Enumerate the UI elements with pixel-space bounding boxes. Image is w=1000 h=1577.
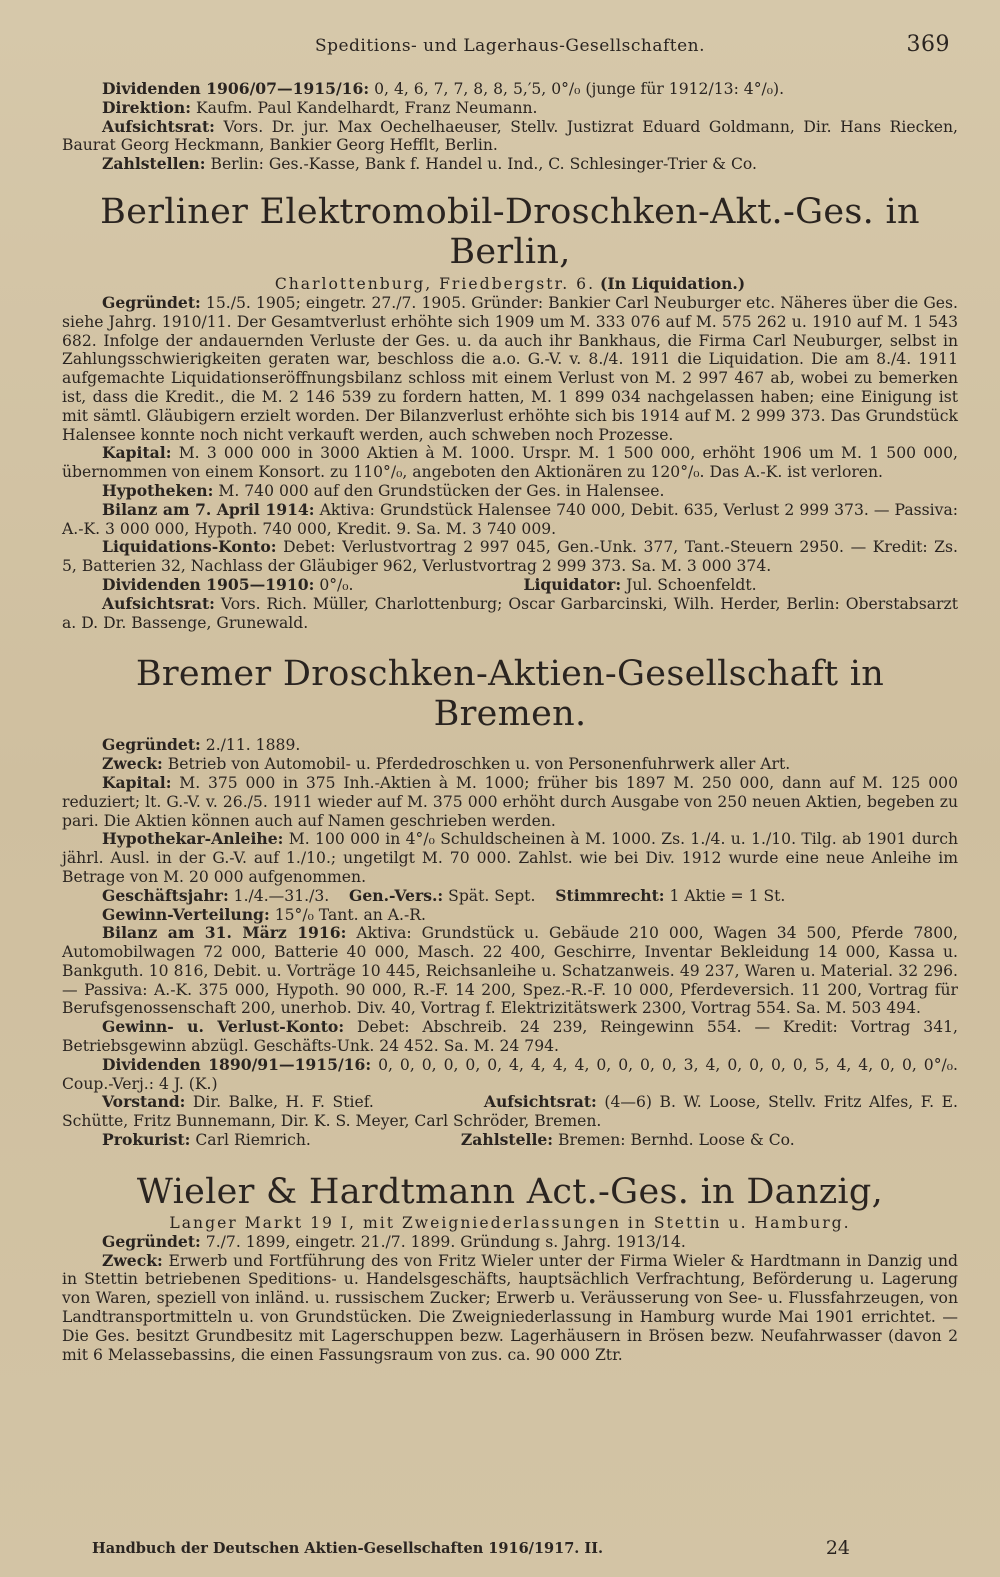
- entry-berliner: [62, 192, 958, 632]
- zahlstelle-label: Zahlstelle:: [460, 1130, 554, 1150]
- bilanz-label: Bilanz am 7. April 1914:: [102, 499, 315, 519]
- dividends-text: 0, 4, 6, 7, 7, 8, 8, 5,′5, 0°/₀ (junge für 1912/13: 4°/₀).: [374, 80, 785, 98]
- guv-text: Debet: Abschreib. 24 239, Reingewinn 554. — Kredit: Vortrag 341, Betriebsgewinn abzügl. Geschäfts-Unk. 24 452. Sa. M. 24 794.: [62, 1018, 958, 1056]
- geschaeftsjahr-label: Geschäftsjahr:: [102, 885, 229, 905]
- prokurist-label: Prokurist:: [102, 1130, 191, 1150]
- guv-label: Gewinn- u. Verlust-Konto:: [102, 1017, 345, 1037]
- address-text: Charlottenburg, Friedbergstr. 6.: [274, 274, 596, 293]
- page-footer: [92, 1537, 850, 1559]
- aufsichtsrat-label: Aufsichtsrat:: [102, 593, 215, 613]
- gegruendet-label: Gegründet:: [102, 735, 201, 755]
- page-number: 369: [906, 32, 950, 57]
- stimmrecht-text: 1 Aktie = 1 St.: [669, 886, 786, 905]
- prokurist-text: Carl Riemrich.: [195, 1131, 311, 1150]
- aufsichtsrat-text: (4—6) B. W. Loose, Stellv. Fritz Alfes, F. E. Schütte, Fritz Bunnemann, Dir. K. S. Meyer, Carl Schröder, Bremen.: [62, 1093, 958, 1131]
- anleihe-label: Hypothekar-Anleihe:: [102, 829, 284, 849]
- dividenden-text: 0°/₀.: [319, 575, 354, 594]
- sheet-number: 24: [825, 1537, 850, 1559]
- dividenden-text: 0, 0, 0, 0, 0, 0, 4, 4, 4, 4, 0, 0, 0, 0, 3, 4, 0, 0, 0, 0, 5, 4, 4, 0, 0, 0°/₀. Coup.-Verj.: 4 J. (K.): [62, 1055, 958, 1093]
- kapital-label: Kapital:: [102, 443, 172, 463]
- hypotheken-text: M. 740 000 auf den Grundstücken der Ges. in Halensee.: [218, 481, 665, 500]
- company-name-berliner: Berliner Elektromobil-Droschken-Akt.-Ges. in Berlin,: [100, 191, 920, 272]
- kapital-label: Kapital:: [102, 772, 172, 792]
- dividends-label: Dividenden 1906/07—1915/16:: [102, 79, 370, 98]
- aufsichtsrat-text: Vors. Rich. Müller, Charlottenburg; Oscar Garbarcinski, Wilh. Herder, Berlin: Oberstabsarzt a. D. Dr. Bassenge, Grunewald.: [62, 594, 958, 632]
- stimmrecht-label: Stimmrecht:: [555, 885, 665, 905]
- gegruendet-text: 2./11. 1889.: [205, 736, 301, 755]
- gegruendet-text: 7./7. 1899, eingetr. 21./7. 1899. Gründung s. Jahrg. 1913/14.: [205, 1232, 686, 1251]
- company-address-wieler: [62, 1214, 958, 1233]
- liquidator-label: Liquidator:: [523, 574, 622, 594]
- hypotheken-label: Hypotheken:: [102, 480, 214, 500]
- bilanz-text: Aktiva: Grundstück u. Gebäude 210 000, Wagen 34 500, Pferde 7800, Automobilwagen 72 000, Batterie 40 000, Masch. 22 400, Geschirre, Inventar Bekleidung 14 000, Kassa u. Bankguth. 10 816, Debit. u. Vorträge 10 445, Reichsanleihe u. Schatzanweis. 49 237, Waren u. Material. 32 296. — Passiva: A.-K. 375 000, Hypoth. 90 000, R.-F. 14 200, Spez.-R.-F. 10 000, Pferdeversich. 11 200, Vortrag für Berufsgenossenschaft 200, unerhob. Div. 40, Vortrag f. Elektrizitätswerk 2300, Vortrag 554. Sa. M. 503 494.: [62, 924, 958, 1018]
- dividenden-label: Dividenden 1905—1910:: [102, 574, 315, 594]
- gegruendet-text: 15./5. 1905; eingetr. 27./7. 1905. Gründer: Bankier Carl Neuburger etc. Näheres über die Ges. siehe Jahrg. 1910/11. Der Gesamtverlust erhöhte sich 1909 um M. 333 076 auf M. 575 262 u. 1910 auf M. 1 543 682. Infolge der andauernden Verluste der Ges. u. da auch ihr Bankhaus, die Firma Carl Neuburger, selbst in Zahlungsschwierigkeiten geraten war, beschloss die a.o. G.-V. v. 8./4. 1911 die Liquidation. Die am 8./4. 1911 aufgemachte Liquidationseröffnungsbilanz schloss mit einem Verlust von M. 2 997 467 ab, wobei zu bemerken ist, dass die Kredit., die M. 2 146 539 zu fordern hatten, M. 1 899 034 nachgelassen haben; eine Einigung ist mit sämtl. Gläubigern erzielt worden. Der Bilanzverlust erhöhte sich bis 1914 auf M. 2 999 373. Das Grundstück Halensee konnte noch nicht verkauft werden, auch schweben noch Prozesse.: [62, 293, 958, 444]
- kapital-text: M. 3 000 000 in 3000 Aktien à M. 1000. Urspr. M. 1 500 000, erhöht 1906 um M. 1 500 000, übernommen von einem Konsort. zu 110°/₀, angeboten den Aktionären zu 120°/₀. Das A.-K. ist verloren.: [62, 444, 958, 482]
- gewinn-verteilung-label: Gewinn-Verteilung:: [102, 904, 270, 924]
- direktion-label: Direktion:: [102, 97, 192, 117]
- zweck-label: Zweck:: [102, 754, 163, 774]
- entry-wieler: [62, 1172, 958, 1365]
- gegruendet-label: Gegründet:: [102, 292, 201, 312]
- vorstand-label: Vorstand:: [102, 1092, 186, 1112]
- direktion-text: Kaufm. Paul Kandelhardt, Franz Neumann.: [195, 98, 538, 117]
- gen-vers-text: Spät. Sept.: [448, 886, 536, 905]
- company-name-bremer: Bremer Droschken-Aktien-Gesellschaft in Bremen.: [135, 654, 885, 735]
- liquidator-text: Jul. Schoenfeldt.: [626, 575, 757, 594]
- geschaeftsjahr-text: 1./4.—31./3.: [233, 886, 330, 905]
- section-title: Speditions- und Lagerhaus-Gesellschaften.: [314, 36, 706, 56]
- aufsichtsrat-label: Aufsichtsrat:: [483, 1092, 597, 1112]
- kapital-text: M. 375 000 in 375 Inh.-Aktien à M. 1000; früher bis 1897 M. 250 000, dann auf M. 125 000 reduziert; lt. G.-V. v. 26./5. 1911 wieder auf M. 375 000 erhöht durch Ausgabe von 250 neuen Aktien, begeben zu pari. Die Aktien können auch auf Namen geschrieben werden.: [62, 773, 958, 830]
- liquidation-status: (In Liquidation.): [600, 273, 746, 293]
- entry-bremer: [62, 654, 958, 1150]
- company-name-wieler: Wieler & Hardtmann Act.-Ges. in Danzig,: [136, 1171, 884, 1212]
- aufsichtsrat-text: Vors. Dr. jur. Max Oechelhaeuser, Stellv. Justizrat Eduard Goldmann, Dir. Hans Riecken, Baurat Georg Heckmann, Bankier Georg Hefflt, Berlin.: [62, 117, 958, 155]
- gen-vers-label: Gen.-Vers.:: [349, 885, 444, 905]
- address-text: Langer Markt 19 I, mit Zweigniederlassungen in Stettin u. Hamburg.: [169, 1213, 851, 1232]
- book-title: Handbuch der Deutschen Aktien-Gesellschaften 1916/1917. II.: [92, 1540, 604, 1557]
- zweck-text: Betrieb von Automobil- u. Pferdedroschken u. von Personenfuhrwerk aller Art.: [167, 755, 791, 774]
- running-head: [62, 32, 958, 62]
- zahlstellen-label: Zahlstellen:: [102, 154, 206, 174]
- vorstand-text: Dir. Balke, H. F. Stief.: [192, 1093, 374, 1112]
- zweck-text: Erwerb und Fortführung des von Fritz Wieler unter der Firma Wieler & Hardtmann in Danzig und in Stettin betriebenen Speditions- u. Handelsgeschäfts, hauptsächlich Verfrachtung, Beförderung u. Lagerung von Waren, speziell von inländ. u. russischem Zucker; Erwerb u. Veräusserung von See- u. Flussfahrzeugen, von Landtransportmitteln u. von Grundstücken. Die Zweigniederlassung in Hamburg wurde Mai 1901 errichtet. — Die Ges. besitzt Grundbesitz mit Lagerschuppen bezw. Lagerhäusern in Brösen bezw. Neufahrwasser (davon 2 mit 6 Melassebassins, die einen Fassungsraum von zus. ca. 90 000 Ztr.: [62, 1251, 958, 1364]
- aufsichtsrat-label: Aufsichtsrat:: [102, 116, 215, 136]
- dividenden-label: Dividenden 1890/91—1915/16:: [102, 1054, 372, 1074]
- gewinn-verteilung-text: 15°/₀ Tant. an A.-R.: [274, 905, 426, 924]
- zahlstellen-text: Berlin: Ges.-Kasse, Bank f. Handel u. Ind., C. Schlesinger-Trier & Co.: [210, 155, 757, 174]
- liquidations-konto-text: Debet: Verlustvortrag 2 997 045, Gen.-Unk. 377, Tant.-Steuern 2950. — Kredit: Zs. 5, Batterien 32, Nachlass der Gläubiger 962, Verlustvortrag 2 999 373. Sa. M. 3 000 374.: [62, 538, 958, 576]
- previous-entry: [62, 80, 958, 174]
- bilanz-text: Aktiva: Grundstück Halensee 740 000, Debit. 635, Verlust 2 999 373. — Passiva: A.-K. 3 000 000, Hypoth. 740 000, Kredit. 9. Sa. M. 3 740 009.: [62, 500, 958, 538]
- company-address-berliner: [62, 274, 958, 294]
- bilanz-label: Bilanz am 31. März 1916:: [102, 923, 347, 943]
- gegruendet-label: Gegründet:: [102, 1231, 201, 1251]
- liquidations-konto-label: Liquidations-Konto:: [102, 537, 277, 557]
- anleihe-text: M. 100 000 in 4°/₀ Schuldscheinen à M. 1000. Zs. 1./4. u. 1./10. Tilg. ab 1901 durch jährl. Ausl. in der G.-V. auf 1./10.; ungetilgt M. 70 000. Zahlst. wie bei Div. 1912 wurde eine neue Anleihe im Betrage von M. 20 000 aufgenommen.: [62, 830, 958, 886]
- zweck-label: Zweck:: [102, 1250, 163, 1270]
- zahlstelle-text: Bremen: Bernhd. Loose & Co.: [558, 1131, 795, 1150]
